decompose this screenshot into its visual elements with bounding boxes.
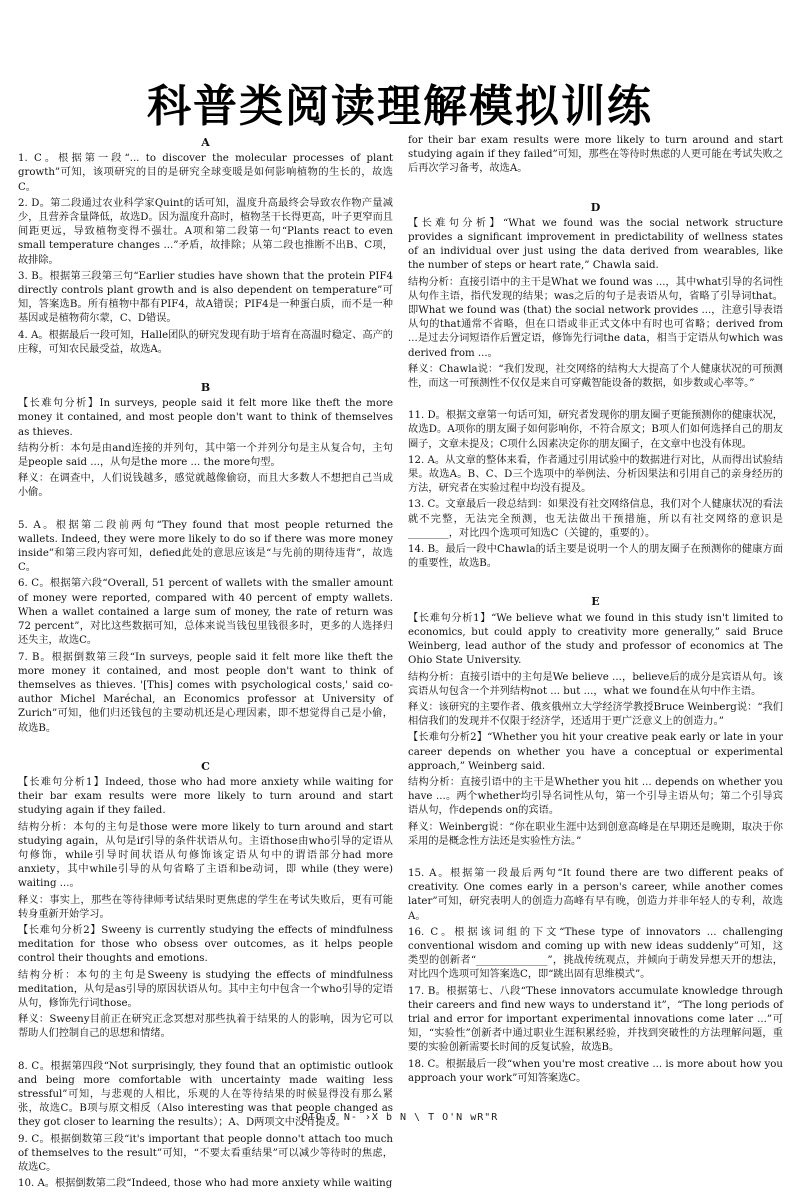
- answer-item: 15. A。根据第一段最后两句“It found there are two different peaks of creativity. One comes early in a person's career, while another comes later”可知，研究表明人的创造力高峰有早有晚，创造力并非年轻人的专利，故选A。: [408, 867, 783, 922]
- answer-item: 14. B。最后一段中Chawla的话主要是说明一个人的朋友圈子在预测你的健康方面的重要性，故选B。: [408, 544, 783, 570]
- translation: 释义：事实上，那些在等待律师考试结果时更焦虑的学生在考试失败后，更有可能转身重新开始学习。: [18, 894, 393, 920]
- structure-analysis: 结构分析：本句的主句是those were more likely to turn around and start studying again，从句是if引导的条件状语从句。主语those由who引导的定语从句修饰，while引导时间状语从句修饰该定语从句中的谓语部分had more anxiety，其中while引导的从句省略了主语和be动词，即 while (they were) waiting ...。: [18, 821, 393, 890]
- section-heading-c: C: [201, 759, 210, 773]
- answer-item-continued: for their bar exam results were more likely to turn around and start studying again if they failed”可知，那些在等待时焦虑的人更可能在考试失败之后再次学习备考，故选A。: [408, 135, 783, 175]
- answer-item: 4. A。根据最后一段可知，Halle团队的研究发现有助于培育在高温时稳定、高产的庄稼，可知农民最受益，故选A。: [18, 329, 393, 355]
- structure-analysis: 结构分析：本句的主句是Sweeny is studying the effects of mindfulness meditation，从句是as引导的原因状语从句。其中主句中包含一个who引导的定语从句，修饰先行词those。: [18, 969, 393, 1009]
- sentence-analysis: 【长难句分析2】Sweeny is currently studying the effects of mindfulness meditation for those who obsess over outcomes, as it helps people control their thoughts and emotions.: [18, 924, 393, 965]
- structure-analysis: 结构分析：直接引语中的主干是Whether you hit ... depends on whether you have ...。两个whether均引导名词性从句，第一个引导主语从句；第二个引导宾语从句，作depends on的宾语。: [408, 776, 783, 817]
- sentence-analysis: 【长难句分析2】“Whether you hit your creative peak early or late in your career depends on whether you have a conceptual or experimental approach,” Weinberg said.: [408, 732, 783, 772]
- answer-item: 8. C。根据第四段“Not surprisingly, they found that an optimistic outlook and being more comfortable with uncertainty made waiting less stressful”可知，与悲观的人相比，乐观的人在等待结果的时候显得没有那么紧张，故选C。B项与原文相反（Also interesting was that people changed as they got closer to learning the results）；A、D两项文中没有提及。: [18, 1060, 393, 1129]
- structure-analysis: 结构分析：直接引语中的主干是What we found was ...，其中what引导的名词性从句作主语，指代发现的结果；was之后的句子是表语从句，省略了引导词that。即What we found was (that) the social network provides ...，注意引导表语从句的that通常不省略，但在口语或非正式文体中有时也可省略；derived from ...是过去分词短语作后置定语，修饰先行词the data，相当于定语从句which was derived from ...。: [408, 276, 783, 359]
- answer-item: 3. B。根据第三段第三句“Earlier studies have shown that the protein PIF4 directly controls plant growth and is also dependent on temperature”可知，答案选B。所有植物中都有PIF4，故A错误；PIF4是一种蛋白质，而不是一种基因或是植物荷尔蒙，C、D错误。: [18, 270, 393, 325]
- translation: 释义：Sweeny目前正在研究正念冥想对那些执着于结果的人的影响，因为它可以帮助人们控制自己的思想和情绪。: [18, 1014, 393, 1040]
- translation: 释义：Weinberg说：“你在职业生涯中达到创意高峰是在早期还是晚期，取决于你采用的是概念性方法还是实验性方法。”: [408, 821, 783, 847]
- answer-item: 10. A。根据倒数第二段“Indeed, those who had more anxiety while waiting: [18, 1178, 393, 1190]
- answer-item: 1. C。根据第一段“... to discover the molecular processes of plant growth”可知，该项研究的目的是研究全球变暖是如何影响植物的生长的，故选C。: [18, 153, 393, 193]
- answer-item: 7. B。根据倒数第三段“In surveys, people said it felt more like theft the more money it contained, and most people don't want to think of themselves as thieves. '[This] comes with psychological costs,' said co-author Michel Maréchal, an Economics professor at University of Zurich”可知，他们归还钱包的主要动机还是心理因素，即不想觉得自己是小偷，故选B。: [18, 651, 393, 734]
- translation: 释义：Chawla说：“我们发现，社交网络的结构大大提高了个人健康状况的可预测性，而这一可预测性不仅仅是来自可穿戴智能设备的数据，如步数或心率等。”: [408, 363, 783, 390]
- section-heading-b: B: [200, 381, 211, 395]
- translation: 释义：在调查中，人们说钱越多，感觉就越像偷窃，而且大多数人不想把自己当成小偷。: [18, 473, 393, 499]
- answer-item: 18. C。根据最后一段“when you're most creative ... is more about how you approach your work”可知答案选C。: [408, 1058, 783, 1084]
- structure-analysis: 结构分析：本句是由and连接的并列句，其中第一个并列分句是主从复合句，主句是people said ...，从句是the more ... the more句型。: [18, 442, 393, 469]
- answer-item: 16. C。根据该词组的下文“These type of innovators ... challenging conventional wisdom and coming up with new ideas suddenly”可知，这类型的创新者“______________”，挑战传统观点，并倾向于萌发异想天开的想法，对比四个选项可知答案选C，即“跳出固有思维模式”。: [408, 926, 783, 981]
- section-heading-e: E: [591, 595, 600, 609]
- section-heading-a: A: [201, 136, 210, 149]
- page-footer: QIO S N- ›X b N \ T O'N wR"R: [301, 1112, 499, 1123]
- translation: 释义：该研究的主要作者、俄亥俄州立大学经济学教授Bruce Weinberg说：“我们相信我们的发现并不仅限于经济学，还适用于更广泛意义上的创造力。”: [408, 701, 783, 728]
- sentence-analysis: 【长难句分析】“What we found was the social network structure provides a significant improvement in predictability of wellness states of an individual over just using the data derived from wearables, like the number of steps or heart rate,” Chawla said.: [408, 217, 783, 272]
- answer-item: 5. A。根据第二段前两句“They found that most people returned the wallets. Indeed, they were more likely to do so if there was more money inside”和第三段内容可知，defied此处的意思应该是“与先前的期待违背”，故选C。: [18, 519, 393, 574]
- sentence-analysis: 【长难句分析1】“We believe what we found in this study isn't limited to economics, but could apply to creativity more generally,” said Bruce Weinberg, lead author of the study and professor of economics at The Ohio State University.: [408, 612, 783, 667]
- answer-item: 13. C。文章最后一段总结到：如果没有社交网络信息，我们对个人健康状况的看法就不完整，无法完全预测，也无法做出干预措施，所以有社交网络的意识是________，对比四个选项可知选C（关键的，重要的）。: [408, 499, 783, 539]
- answer-item: 2. D。第二段通过农业科学家Quint的话可知，温度升高最终会导致农作物产量减少，且营养含量降低，故选D。因为温度升高时，植物茎干长得更高，叶子更窄而且间距更远，导致植物变得不强壮。A项和第二段第一句“Plants react to even small temperature changes ...”矛盾，故排除；从第二段也推断不出B、C项，故排除。: [18, 197, 393, 266]
- answer-item: 17. B。根据第七、八段“These innovators accumulate knowledge through their careers and find new ways to understand it”，“The long periods of trial and error for important experimental innovations come later ...”可知，“实验性”创新者中通过职业生涯积累经验，并找到突破性的方法理解问题，重要的实验创新需要长时间的反复试验，故选B。: [408, 985, 783, 1054]
- structure-analysis: 结构分析：直接引语中的主句是We believe ...，believe后的成分是宾语从句。该宾语从句包含一个并列结构not ... but ...，what we found在从句中作主语。: [408, 671, 783, 697]
- answer-item: 9. C。根据倒数第三段“it's important that people donno't attach too much of themselves to the result”可知，“不要太看重结果”可以减少等待时的焦虑，故选C。: [18, 1133, 393, 1173]
- right-column: [408, 134, 783, 1088]
- answer-item: 6. C。根据第六段“Overall, 51 percent of wallets with the smaller amount of money were reported, compared with 40 percent of empty wallets. When a wallet contained a large sum of money, the rate of return was 72 percent”，对比这些数据可知，总体来说当钱包里钱很多时，更多的人选择归还失主，故选C。: [18, 578, 393, 647]
- section-heading-d: D: [590, 200, 601, 214]
- sentence-analysis: 【长难句分析】In surveys, people said it felt more like theft the more money it contained, and most people don't want to think of themselves as thieves.: [18, 398, 393, 438]
- answer-item: 12. A。从文章的整体来看，作者通过引用试验中的数据进行对比，从而得出试验结果。故选A。B、C、D三个选项中的举例法、分析因果法和引用自己的亲身经历的方法，研究者在实验过程中均没有提及。: [408, 454, 783, 495]
- answer-item: 11. D。根据文章第一句话可知，研究者发现你的朋友圈子更能预测你的健康状况，故选D。A项你的朋友圈子如何影响你，不符合原文；B项人们如何选择自己的朋友圈子，文章未提及；C项什么因素决定你的朋友圈子，在文章中也没有体现。: [408, 410, 783, 450]
- page-title: 科普类阅读理解模拟训练: [147, 81, 653, 132]
- left-column: [18, 136, 393, 1193]
- sentence-analysis: 【长难句分析1】Indeed, those who had more anxiety while waiting for their bar exam results were more likely to turn around and start studying again if they failed.: [18, 776, 393, 817]
